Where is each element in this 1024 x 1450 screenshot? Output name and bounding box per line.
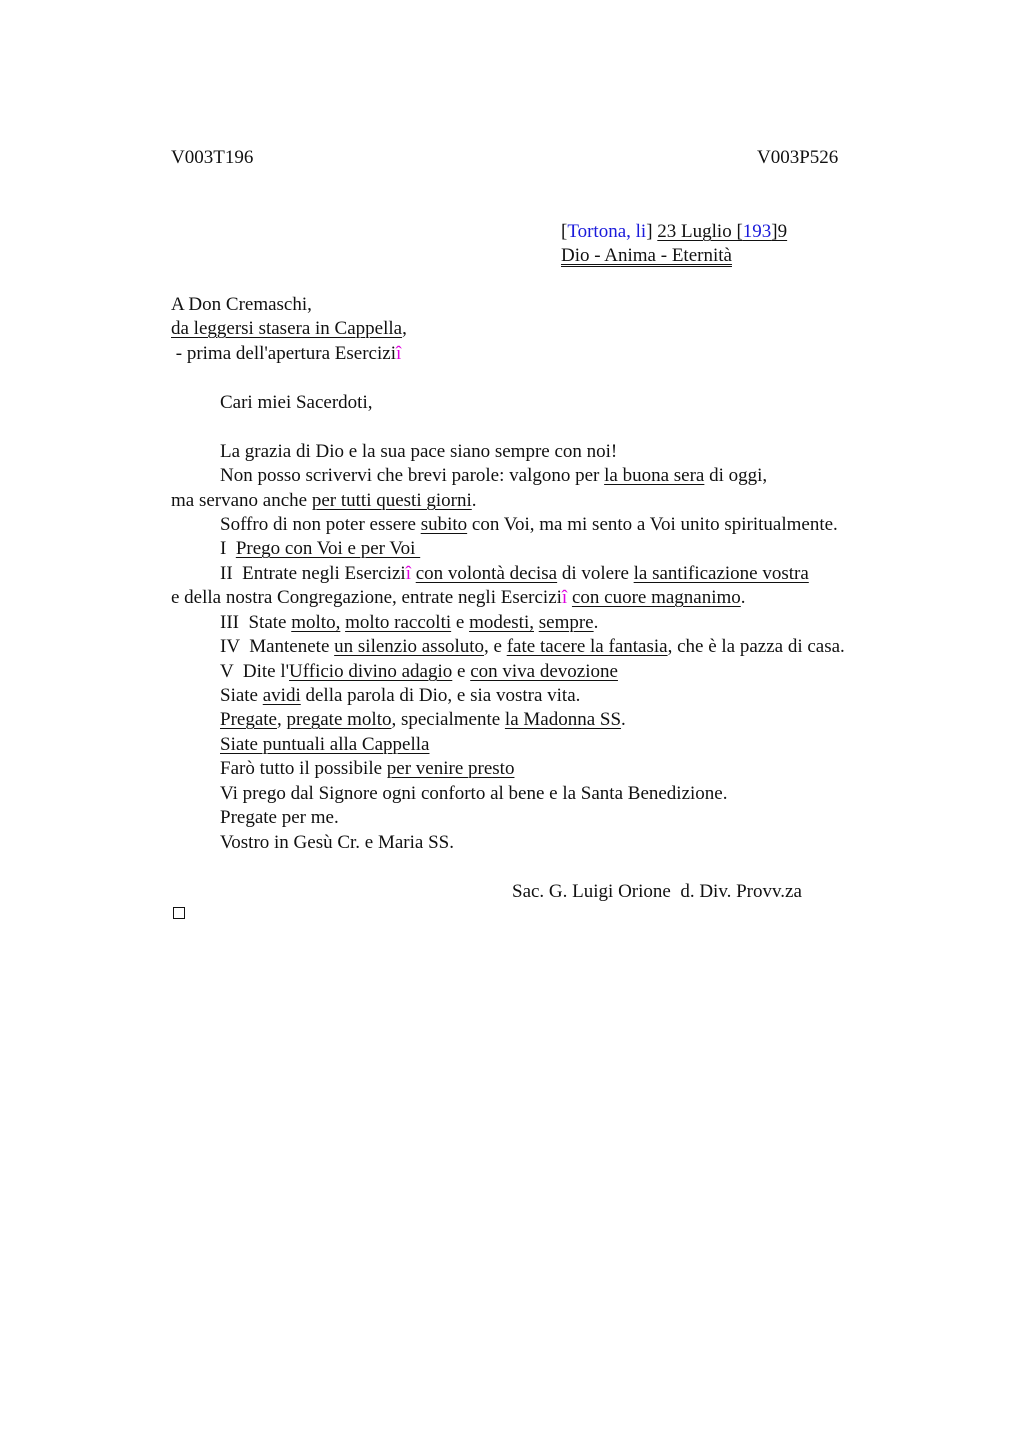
square-outline-icon	[173, 907, 185, 919]
body-line: Pregate, pregate molto, specialmente la Madonna SS.	[220, 709, 626, 730]
body-line: Vi prego dal Signore ogni conforto al bene e la Santa Benedizione.	[220, 783, 728, 804]
circumflex-marker: î	[561, 587, 568, 608]
point-two: II Entrate negli Eserciziî con volontà decisa di volere la santificazione vostra	[220, 563, 809, 584]
motto: Dio - Anima - Eternità	[561, 245, 732, 266]
body-line: ma servano anche per tutti questi giorni.	[171, 490, 477, 511]
date-day-month: 23 Luglio [193]9	[657, 221, 788, 242]
reading-note: da leggersi stasera in Cappella,	[171, 318, 407, 339]
signature: Sac. G. Luigi Orione d. Div. Provv.za	[512, 881, 802, 902]
closing: Vostro in Gesù Cr. e Maria SS.	[220, 832, 454, 853]
body-line: Non posso scrivervi che brevi parole: valgono per la buona sera di oggi,	[220, 465, 768, 486]
body-line: Siate puntuali alla Cappella	[220, 734, 430, 755]
point-four: IV Mantenete un silenzio assoluto, e fate tacere la fantasia, che è la pazza di casa.	[220, 636, 845, 657]
point-one: I Prego con Voi e per Voi	[220, 538, 421, 559]
body-line: Soffro di non poter essere subito con Voi, ma mi sento a Voi unito spiritualmente.	[220, 514, 838, 535]
salutation: Cari miei Sacerdoti,	[220, 392, 373, 413]
place-editorial: Tortona, li	[567, 221, 647, 242]
bracket-close: ]	[646, 221, 658, 242]
circumflex-marker: î	[405, 563, 411, 584]
body-line: Farò tutto il possibile per venire presto	[220, 758, 515, 779]
bracket-open: [	[561, 221, 568, 242]
circumflex-marker: î	[395, 343, 402, 364]
year-editorial: 193	[742, 221, 772, 242]
archive-code-left: V003T196	[171, 147, 254, 168]
body-line: La grazia di Dio e la sua pace siano sempre con noi!	[220, 441, 618, 462]
before-opening-note: - prima dell'apertura Eserciziî	[171, 343, 402, 364]
body-line: e della nostra Congregazione, entrate negli Eserciziî con cuore magnanimo.	[171, 587, 746, 608]
archive-code-right: V003P526	[757, 147, 839, 168]
body-line: Pregate per me.	[220, 807, 339, 828]
body-line: Siate avidi della parola di Dio, e sia vostra vita.	[220, 685, 581, 706]
point-three: III State molto, molto raccolti e modesti, sempre.	[220, 612, 599, 633]
dateline	[561, 220, 787, 244]
addressee: A Don Cremaschi,	[171, 294, 312, 315]
point-five: V Dite l'Ufficio divino adagio e con viva devozione	[220, 661, 618, 682]
